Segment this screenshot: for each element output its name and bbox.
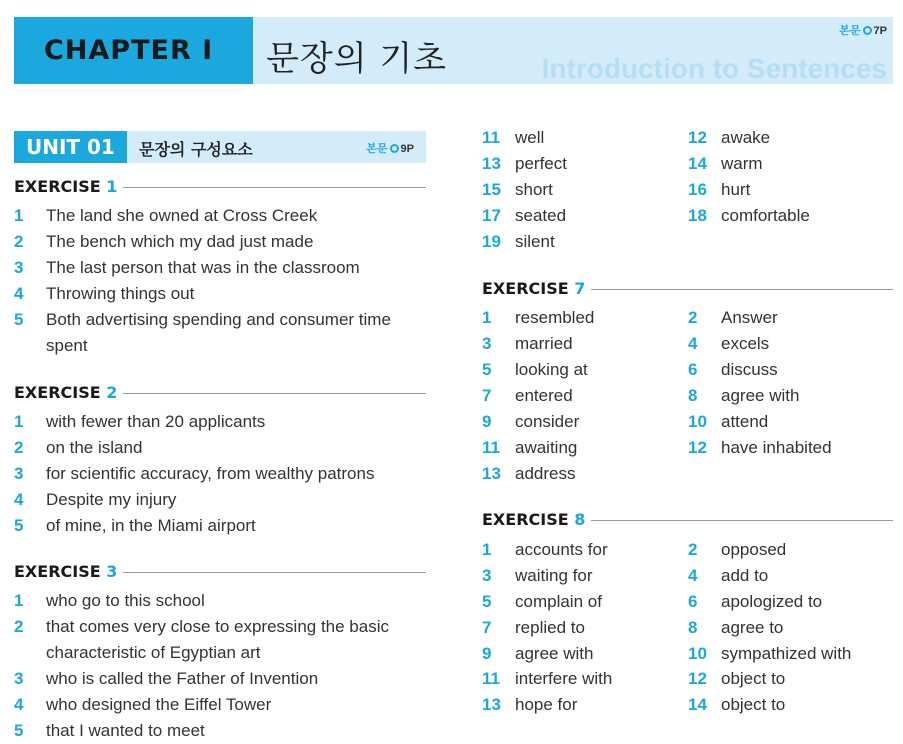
unit-page-ref — [366, 140, 414, 156]
unit-title: 문장의 구성요소 — [139, 140, 253, 159]
exercise-7-header — [482, 279, 893, 299]
exercise-title: EXERCISE 1 — [14, 177, 123, 196]
exercise-8-header — [482, 510, 893, 530]
page-ref-number: 7P — [873, 25, 887, 37]
exercise-title: EXERCISE 7 — [482, 279, 591, 298]
ring-icon — [390, 144, 399, 153]
exercise-title: EXERCISE 8 — [482, 510, 591, 529]
page-ref-number: 9P — [400, 143, 414, 155]
exercise-title: EXERCISE 3 — [14, 562, 123, 581]
chapter-title: 문장의 기초 — [266, 39, 448, 79]
page-ref-prefix: 본문 — [366, 143, 388, 155]
unit-label: UNIT 01 — [14, 131, 127, 163]
exercise-title: EXERCISE 2 — [14, 383, 123, 402]
chapter-english-title: Introduction to Sentences — [541, 53, 887, 84]
exercise-2-header — [14, 383, 426, 403]
exercise-1-header — [14, 177, 426, 197]
chapter-page-ref — [839, 22, 887, 38]
chapter-header — [14, 17, 893, 84]
unit-header — [14, 131, 426, 163]
ring-icon — [863, 26, 872, 35]
exercise-3-header — [14, 562, 426, 582]
page-ref-prefix: 본문 — [839, 25, 861, 37]
chapter-label: CHAPTER Ⅰ — [14, 17, 253, 84]
